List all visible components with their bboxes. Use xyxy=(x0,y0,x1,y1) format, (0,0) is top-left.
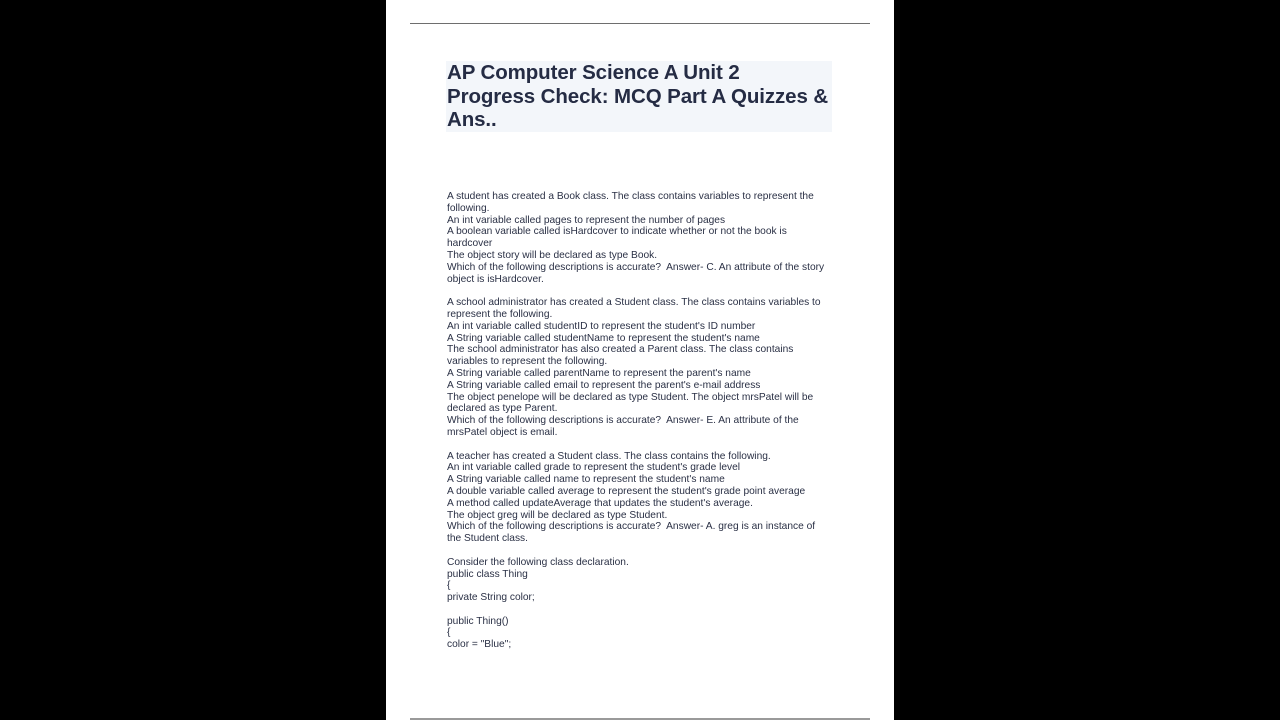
code-line: { xyxy=(447,627,451,639)
text-line: A double variable called average to represent the student's grade point average xyxy=(447,485,806,497)
question-answer-line: Which of the following descriptions is accurate? Answer- E. An attribute of the xyxy=(447,415,799,427)
text-line: An int variable called pages to represent the number of pages xyxy=(447,214,726,226)
blank-line xyxy=(447,604,837,616)
code-line: public Thing() xyxy=(447,615,509,627)
question-answer-line: Which of the following descriptions is accurate? Answer- C. An attribute of the story xyxy=(447,261,825,273)
text-line: The object penelope will be declared as type Student. The object mrsPatel will be xyxy=(447,391,814,403)
question-block-1 xyxy=(447,191,837,285)
text-line: hardcover xyxy=(447,238,493,250)
text-line: An int variable called studentID to represent the student's ID number xyxy=(447,320,756,332)
question-block-4 xyxy=(447,557,837,651)
text-line: declared as type Parent. xyxy=(447,403,558,415)
text-line: A school administrator has created a Student class. The class contains variables to xyxy=(447,297,821,309)
text-line: variables to represent the following. xyxy=(447,356,608,368)
question-block-2 xyxy=(447,297,837,439)
title-line: Ans.. xyxy=(447,108,497,132)
text-line: A teacher has created a Student class. The class contains the following. xyxy=(447,450,771,462)
text-line: A student has created a Book class. The class contains variables to represent the xyxy=(447,191,814,202)
question-block-3 xyxy=(447,451,837,545)
text-line: An int variable called grade to represent the student's grade level xyxy=(447,462,741,474)
document-title xyxy=(447,61,837,132)
title-line: AP Computer Science A Unit 2 xyxy=(447,61,740,84)
code-line: private String color; xyxy=(447,592,535,604)
text-line: A String variable called email to represent the parent's e-mail address xyxy=(447,379,761,391)
question-answer-line: mrsPatel object is email. xyxy=(447,426,558,438)
code-line: color = "Blue"; xyxy=(447,639,512,651)
text-line: The object story will be declared as type Book. xyxy=(447,249,658,261)
text-line: A method called updateAverage that updates the student's average. xyxy=(447,497,753,509)
question-answer-line: Which of the following descriptions is accurate? Answer- A. greg is an instance of xyxy=(447,521,816,533)
header-rule xyxy=(410,23,870,24)
text-line: represent the following. xyxy=(447,308,553,320)
text-line: A String variable called name to represent the student's name xyxy=(447,474,725,486)
text-line: A String variable called parentName to represent the parent's name xyxy=(447,367,751,379)
text-line: The object greg will be declared as type Student. xyxy=(447,509,668,521)
text-line: The school administrator has also created a Parent class. The class contains xyxy=(447,344,794,356)
code-line: public class Thing xyxy=(447,568,528,580)
question-answer-line: object is isHardcover. xyxy=(447,273,544,285)
text-line: following. xyxy=(447,202,490,214)
document-body xyxy=(447,191,837,663)
title-line: Progress Check: MCQ Part A Quizzes & xyxy=(447,84,829,108)
text-line: A String variable called studentName to represent the student's name xyxy=(447,332,760,344)
code-line: { xyxy=(447,580,451,592)
text-line: Consider the following class declaration. xyxy=(447,556,629,568)
question-answer-line: the Student class. xyxy=(447,533,528,545)
text-line: A boolean variable called isHardcover to indicate whether or not the book is xyxy=(447,226,787,238)
document-page xyxy=(386,0,894,720)
